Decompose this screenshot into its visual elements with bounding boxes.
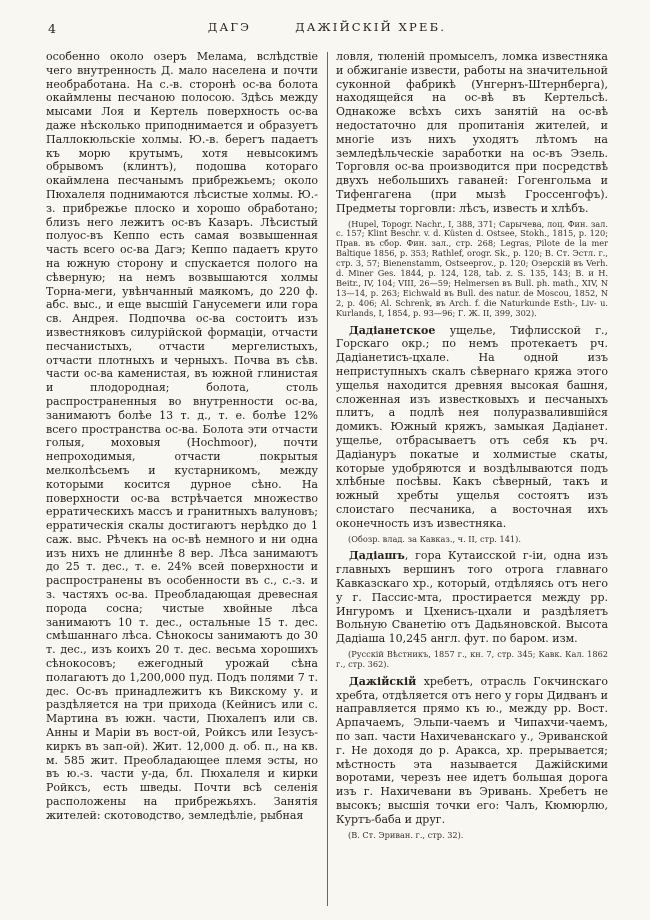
article-dago-continuation-2: ловля, тюленій промыселъ, ломка известняка и обжиганіе извести, работы на значительной суконной фабрикѣ (Унгернъ-Штернберга), находящейся на ос-вѣ въ Кертельсѣ. Однакоже всѣхъ сихъ занятій на ос-вѣ недостаточно для пропитанія жителей, и многіе изъ нихъ уходятъ лѣтомъ на земледѣльческіе заработки на ос-въ Эзель. Торговля ос-ва производится при посредствѣ двухъ небольшихъ гаваней: Гогенгольма и Тифенгагена (при мызѣ Гроссенгофъ). Предметы торговли: лѣсъ, известь и хлѣбъ. (336, 50, 608, 215)
page-number: 4 (48, 21, 56, 36)
entry-text-dadianetskoe: ущелье, Тифлисской г., Горскаго окр.; по немъ протекаетъ рч. Дадіанетисъ-цхале. На одной изъ неприступныхъ скалъ сѣвернаго кряжа этого ущелья находится древняя высокая башня, сложенная изъ известковыхъ и песчаныхъ плитъ, а подлѣ нея полуразвалившійся домикъ. Южный кряжъ, замыкая Дадіанет. ущелье, отбрасываетъ отъ себя къ рч. Дадіануръ покатые и холмистые скаты, которые удобряются и воздѣлываются подъ хлѣбные посѣвы. Какъ сѣверный, такъ и южный хребты ущелья состоятъ изъ слоистаго песчаника, а восточная ихъ оконечность изъ известняка. (336, 323, 608, 530)
entry-text-dadiash: , гора Кутаисской г-іи, одна изъ главныхъ вершинъ того отрога главнаго Кавказскаго хр., который, отдѣляясь отъ него у г. Пассис-мта, простирается между рр. Ингуромъ и Цхенисъ-цхали и раздѣляетъ Вольную Сванетію отъ Дадьяновской. Высота Дадіаша 10,245 англ. фут. по баром. изм. (336, 549, 608, 646)
entry-headword-dadianetskoe: Дадіанетское (349, 323, 436, 337)
article-dago-continuation: особенно около озеръ Мелама, вслѣдствіе чего внутренность Д. мало населена и почти необработана. На с.-в. сторонѣ ос-ва болота окаймлены песчаною полосою. Здѣсь между мысами Лоя и Кертель поверхность ос-ва даже нѣсколько приподнимается и образуетъ Паллокюльскіе холмы. Ю.-в. берегъ падаетъ къ морю крутымъ, хотя невысокимъ обрывомъ (клинтъ), подошва котораго окаймлена песчанымъ прибрежьемъ; около Пюхалеля поднимаются лѣсистые холмы. Ю.-з. прибрежье плоско и хорошо обработано; близъ него лежитъ ос-въ Казаръ. Лѣсистый полуос-въ Кеппо есть самая возвышенная часть всего ос-ва Дагэ; Кеппо падаетъ круто на южную сторону и спускается полого на сѣверную; на немъ возвышаются холмы Торна-меги, увѣнчанный маякомъ, до 220 ф. абс. выс., и еще высшій Ганусемеги или гора св. Андрея. Подпочва ос-ва состоитъ изъ известняковъ силурійской формаціи, отчасти песчанистыхъ, отчасти мергелистыхъ, отчасти плотныхъ и черныхъ. Почва въ сѣв. части ос-ва каменистая, въ южной глинистая и плодородная; болота, столь распространенныя во внутренности ос-ва, занимаютъ болѣе 13 т. д., т. е. болѣе 12% всего пространства ос-ва. Болота эти отчасти голыя, моховыя (Hochmoor), почти непроходимыя, отчасти покрытыя мелколѣсьемъ и кустарникомъ, между которыми косится дурное сѣно. На поверхности ос-ва встрѣчается множество ерратическихъ массъ и гранитныхъ валуновъ; ерратическія скалы достигаютъ нерѣдко до 1 саж. выс. Рѣчекъ на ос-вѣ немного и ни одна изъ нихъ не длиннѣе 8 вер. Лѣса занимаютъ до 25 т. дес., т. е. 24% всей поверхности и распространены въ особенности въ с., с.-з. и з. частяхъ ос-ва. Преобладающая древесная порода сосна; чистые хвойные лѣса занимаютъ 10 т. дес., остальные 15 т. дес. смѣшаннаго лѣса. Сѣнокосы занимаютъ до 30 т. дес., изъ коихъ 20 т. дес. весьма хорошихъ сѣнокосовъ; ежегодный урожай сѣна полагаютъ до 1,200,000 пуд. Подъ полями 7 т. дес. Ос-въ принадлежитъ къ Викскому у. и раздѣляется на три прихода (Кейнисъ или с. Мартина въ южн. части, Пюхалепъ или св. Анны и Маріи въ вост-ой, Ройксъ или Іезусъ-киркъ въ зап-ой). Жит. 12,000 д. об. п., на кв. м. 585 жит. Преобладающее племя эсты, но въ ю.-з. части у-да, бл. Пюхалеля и кирки Ройксъ, есть шведы. Почти всѣ селенія расположены на прибрежьяхъ. Занятія жителей: скотоводство, земледѣліе, рыбная (46, 50, 318, 822)
running-head-left: ДАГЭ (207, 20, 252, 34)
entry-dazhiyskiy (336, 675, 608, 827)
bibliography-dazhiyskiy: (В. Ст. Эриван. г., стр. 32). (348, 829, 464, 840)
bibliography-dadianetskoe: (Обозр. влад. за Кавказ., ч. II, стр. 141). (348, 533, 521, 544)
entry-dadiash (336, 549, 608, 646)
bibliography-dago: (Hupel, Topogr. Nachr., I, 388, 371; Сарычева, лоц. Фин. зал. с. 157; Klint Beschr. v. d. Küsten d. Ostsee, Stokh., 1815, p. 120; Прав. въ сбор. Фин. зал., стр. 268; Legras, Pilote de la mer Baltique 1856, p. 353; Rathlef, orogr. Sk., p. 120; В. Ст. Эстл. г., стр. 3, 57; Bienenstamm, Ostseeprov., p. 120; Озерскій въ Verh. d. Miner Ges. 1844, p. 124, 128, tab. z. S. 135, 143; В. и Н. Beitr., IV, 104; VIII, 26—59; Helmersen въ Bull. ph. math., XIV, N 13—14, p. 263; Eichwald въ Bull. des natur. de Moscou, 1852, N 2, p. 406; Al. Schrenk, въ Arch. f. die Naturkunde Esth-, Liv- u. Kurlands, I, 1854, p. 93—96; Г. Ж. II, 399, 302). (336, 218, 608, 318)
entry-headword-dazhiyskiy: Дажійскій (349, 674, 417, 688)
entry-text-dazhiyskiy: хребетъ, отрасль Гокчинскаго хребта, отдѣляется отъ него у горы Дидванъ и направляется прямо къ ю., между рр. Вост. Арпачаемъ, Эльпи-чаемъ и Чипахчи-чаемъ, по зап. части Нахичеванскаго у., Эриванской г. Не доходя до р. Аракса, хр. прерывается; мѣстность эта называется Дажійскими воротами, черезъ нее идетъ большая дорога изъ г. Нахичевани въ Эривань. Хребетъ не высокъ; высшія точки его: Чалъ, Кюмюрлю, Куртъ-баба и друг. (336, 674, 608, 826)
right-column (336, 50, 608, 906)
left-column (46, 50, 318, 906)
entry-headword-dadiash: Дадіашъ (349, 549, 405, 563)
running-heads (46, 20, 608, 34)
page-header (46, 20, 608, 50)
entry-dadianetskoe (336, 324, 608, 531)
column-divider-rule (327, 52, 328, 906)
running-head-right: ДАЖІЙСКІЙ ХРЕБ. (295, 20, 447, 34)
bibliography-dadiash: (Русскій Вѣстникъ, 1857 г., кн. 7, стр. 345; Кавк. Кал. 1862 г., стр. 362). (336, 649, 608, 669)
two-column-text (46, 50, 608, 906)
